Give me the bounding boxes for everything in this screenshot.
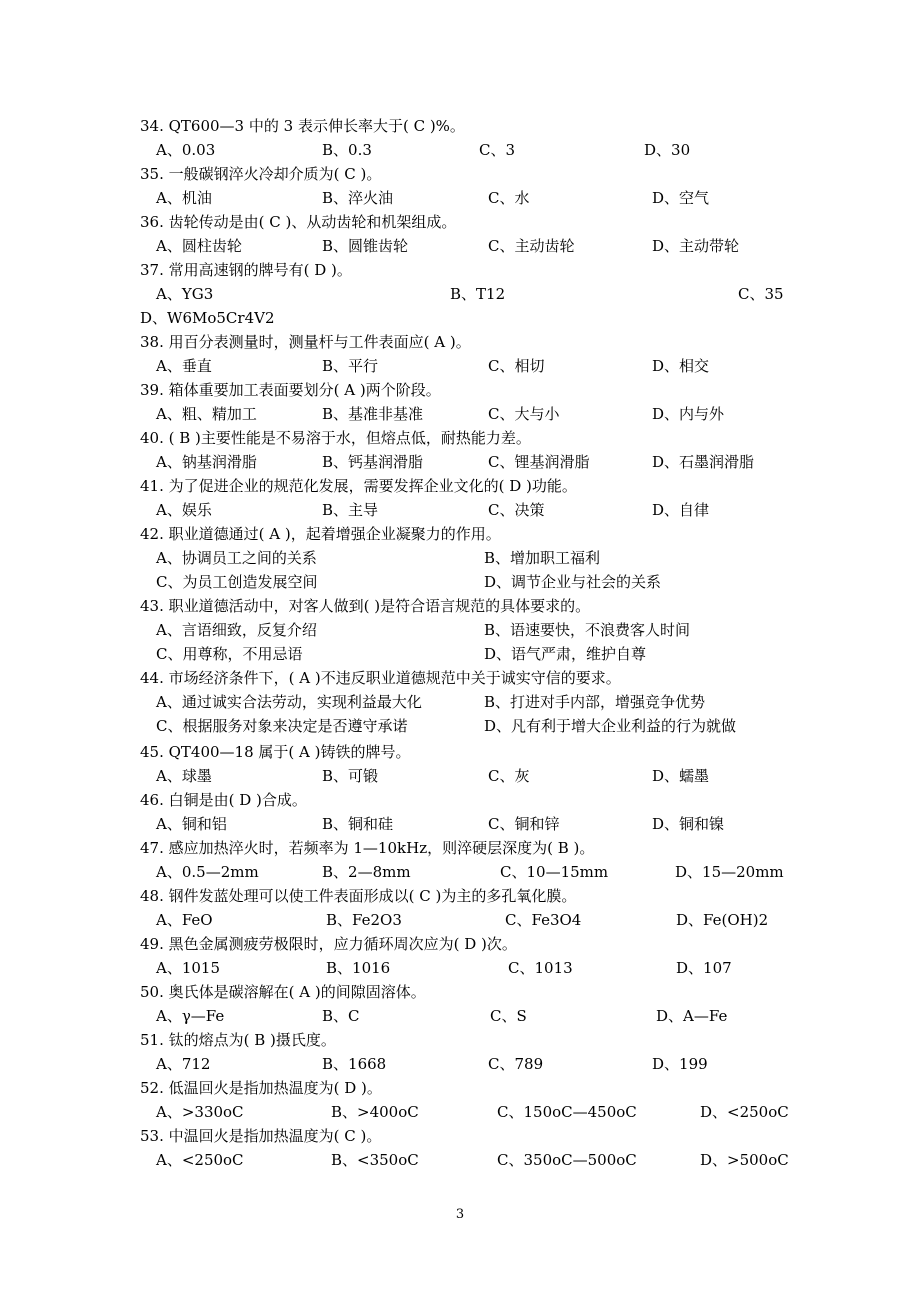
option: D、30 (644, 141, 691, 159)
option: A、球墨 (156, 767, 212, 785)
option: A、垂直 (156, 357, 212, 375)
option: D、Fe(OH)2 (676, 911, 769, 929)
option: A、娱乐 (156, 501, 212, 519)
option: A、圆柱齿轮 (156, 237, 242, 255)
option: D、调节企业与社会的关系 (484, 573, 662, 591)
option: A、粗、精加工 (156, 405, 257, 423)
option: D、主动带轮 (652, 237, 740, 255)
option: B、铜和硅 (322, 815, 394, 833)
option: B、1668 (322, 1055, 387, 1073)
option: B、可锻 (322, 767, 379, 785)
option: C、35 (738, 285, 784, 303)
option: A、712 (156, 1055, 211, 1073)
option: D、空气 (652, 189, 710, 207)
option: B、基准非基准 (322, 405, 424, 423)
option: A、通过诚实合法劳动，实现利益最大化 (156, 693, 422, 711)
option: C、350oC—500oC (497, 1151, 637, 1169)
option: C、1013 (508, 959, 573, 977)
option: B、C (322, 1007, 360, 1025)
question-line: 37. 常用高速钢的牌号有( D )。 (140, 261, 352, 279)
question-line: 36. 齿轮传动是由( C )、从动齿轮和机架组成。 (140, 213, 457, 231)
option: A、1015 (156, 959, 221, 977)
option: B、T12 (450, 285, 506, 303)
question-line: 34. QT600—3 中的 3 表示伸长率大于( C )%。 (140, 117, 465, 135)
option: A、0.5—2mm (156, 863, 259, 881)
option: C、水 (488, 189, 530, 207)
question-line: 35. 一般碳钢淬火冷却介质为( C )。 (140, 165, 382, 183)
option: D、内与外 (652, 405, 725, 423)
option: C、10—15mm (500, 863, 609, 881)
option: A、钠基润滑脂 (156, 453, 257, 471)
option: B、1016 (326, 959, 391, 977)
option: B、0.3 (322, 141, 372, 159)
option: B、增加职工福利 (484, 549, 601, 567)
option: D、蠕墨 (652, 767, 710, 785)
option: C、锂基润滑脂 (488, 453, 590, 471)
option: C、用尊称，不用忌语 (156, 645, 303, 663)
option: C、3 (479, 141, 516, 159)
question-line: 50. 奥氏体是碳溶解在( A )的间隙固溶体。 (140, 983, 426, 1001)
option: D、W6Mo5Cr4V2 (140, 309, 275, 327)
question-line: 43. 职业道德活动中，对客人做到( )是符合语言规范的具体要求的。 (140, 597, 591, 615)
option: C、150oC—450oC (497, 1103, 637, 1121)
question-line: 46. 白铜是由( D )合成。 (140, 791, 307, 809)
option: A、FeO (156, 911, 213, 929)
option: D、A—Fe (656, 1007, 728, 1025)
question-line: 38. 用百分表测量时，测量杆与工件表面应( A )。 (140, 333, 471, 351)
question-line: 53. 中温回火是指加热温度为( C )。 (140, 1127, 382, 1145)
option: D、凡有利于增大企业利益的行为就做 (484, 717, 737, 735)
question-line: 41. 为了促进企业的规范化发展，需要发挥企业文化的( D )功能。 (140, 477, 577, 495)
option: D、199 (652, 1055, 708, 1073)
option: C、根据服务对象来决定是否遵守承诺 (156, 717, 408, 735)
question-line: 49. 黑色金属测疲劳极限时，应力循环周次应为( D )次。 (140, 935, 517, 953)
option: A、铜和铝 (156, 815, 227, 833)
question-line: 52. 低温回火是指加热温度为( D )。 (140, 1079, 382, 1097)
option: C、主动齿轮 (488, 237, 575, 255)
option: B、>400oC (331, 1103, 419, 1121)
option: B、语速要快，不浪费客人时间 (484, 621, 691, 639)
option: B、淬火油 (322, 189, 394, 207)
option: C、铜和锌 (488, 815, 560, 833)
option: D、相交 (652, 357, 710, 375)
option: A、言语细致，反复介绍 (156, 621, 317, 639)
option: B、主导 (322, 501, 379, 519)
option: D、>500oC (700, 1151, 789, 1169)
question-line: 42. 职业道德通过( A )，起着增强企业凝聚力的作用。 (140, 525, 501, 543)
option: C、灰 (488, 767, 530, 785)
option: B、平行 (322, 357, 379, 375)
question-line: 40. ( B )主要性能是不易溶于水，但熔点低，耐热能力差。 (140, 429, 531, 447)
option: A、机油 (156, 189, 212, 207)
option: D、15—20mm (675, 863, 784, 881)
option: D、107 (676, 959, 732, 977)
page-number: 3 (455, 1207, 465, 1222)
question-line: 51. 钛的熔点为( B )摄氏度。 (140, 1031, 336, 1049)
option: C、Fe3O4 (505, 911, 582, 929)
option: A、γ—Fe (156, 1007, 225, 1025)
option: A、协调员工之间的关系 (156, 549, 317, 567)
option: C、789 (488, 1055, 544, 1073)
option: D、自律 (652, 501, 710, 519)
question-line: 44. 市场经济条件下，( A )不违反职业道德规范中关于诚实守信的要求。 (140, 669, 621, 687)
question-line: 47. 感应加热淬火时，若频率为 1—10kHz，则淬硬层深度为( B )。 (140, 839, 595, 857)
option: C、决策 (488, 501, 545, 519)
question-line: 48. 钢件发蓝处理可以使工件表面形成以( C )为主的多孔氧化膜。 (140, 887, 577, 905)
option: C、相切 (488, 357, 545, 375)
option: C、S (490, 1007, 527, 1025)
option: B、<350oC (331, 1151, 419, 1169)
option: A、<250oC (156, 1151, 244, 1169)
option: B、Fe2O3 (326, 911, 402, 929)
option: C、为员工创造发展空间 (156, 573, 318, 591)
option: B、打进对手内部，增强竞争优势 (484, 693, 706, 711)
option: D、语气严肃，维护自尊 (484, 645, 647, 663)
option: B、2—8mm (322, 863, 411, 881)
option: D、石墨润滑脂 (652, 453, 755, 471)
option: A、0.03 (156, 141, 216, 159)
question-line: 45. QT400—18 属于( A )铸铁的牌号。 (140, 743, 411, 761)
option: D、<250oC (700, 1103, 789, 1121)
option: C、大与小 (488, 405, 560, 423)
option: A、>330oC (156, 1103, 244, 1121)
option: A、YG3 (156, 285, 214, 303)
option: B、圆锥齿轮 (322, 237, 409, 255)
question-line: 39. 箱体重要加工表面要划分( A )两个阶段。 (140, 381, 441, 399)
option: D、铜和镍 (652, 815, 725, 833)
option: B、钙基润滑脂 (322, 453, 424, 471)
